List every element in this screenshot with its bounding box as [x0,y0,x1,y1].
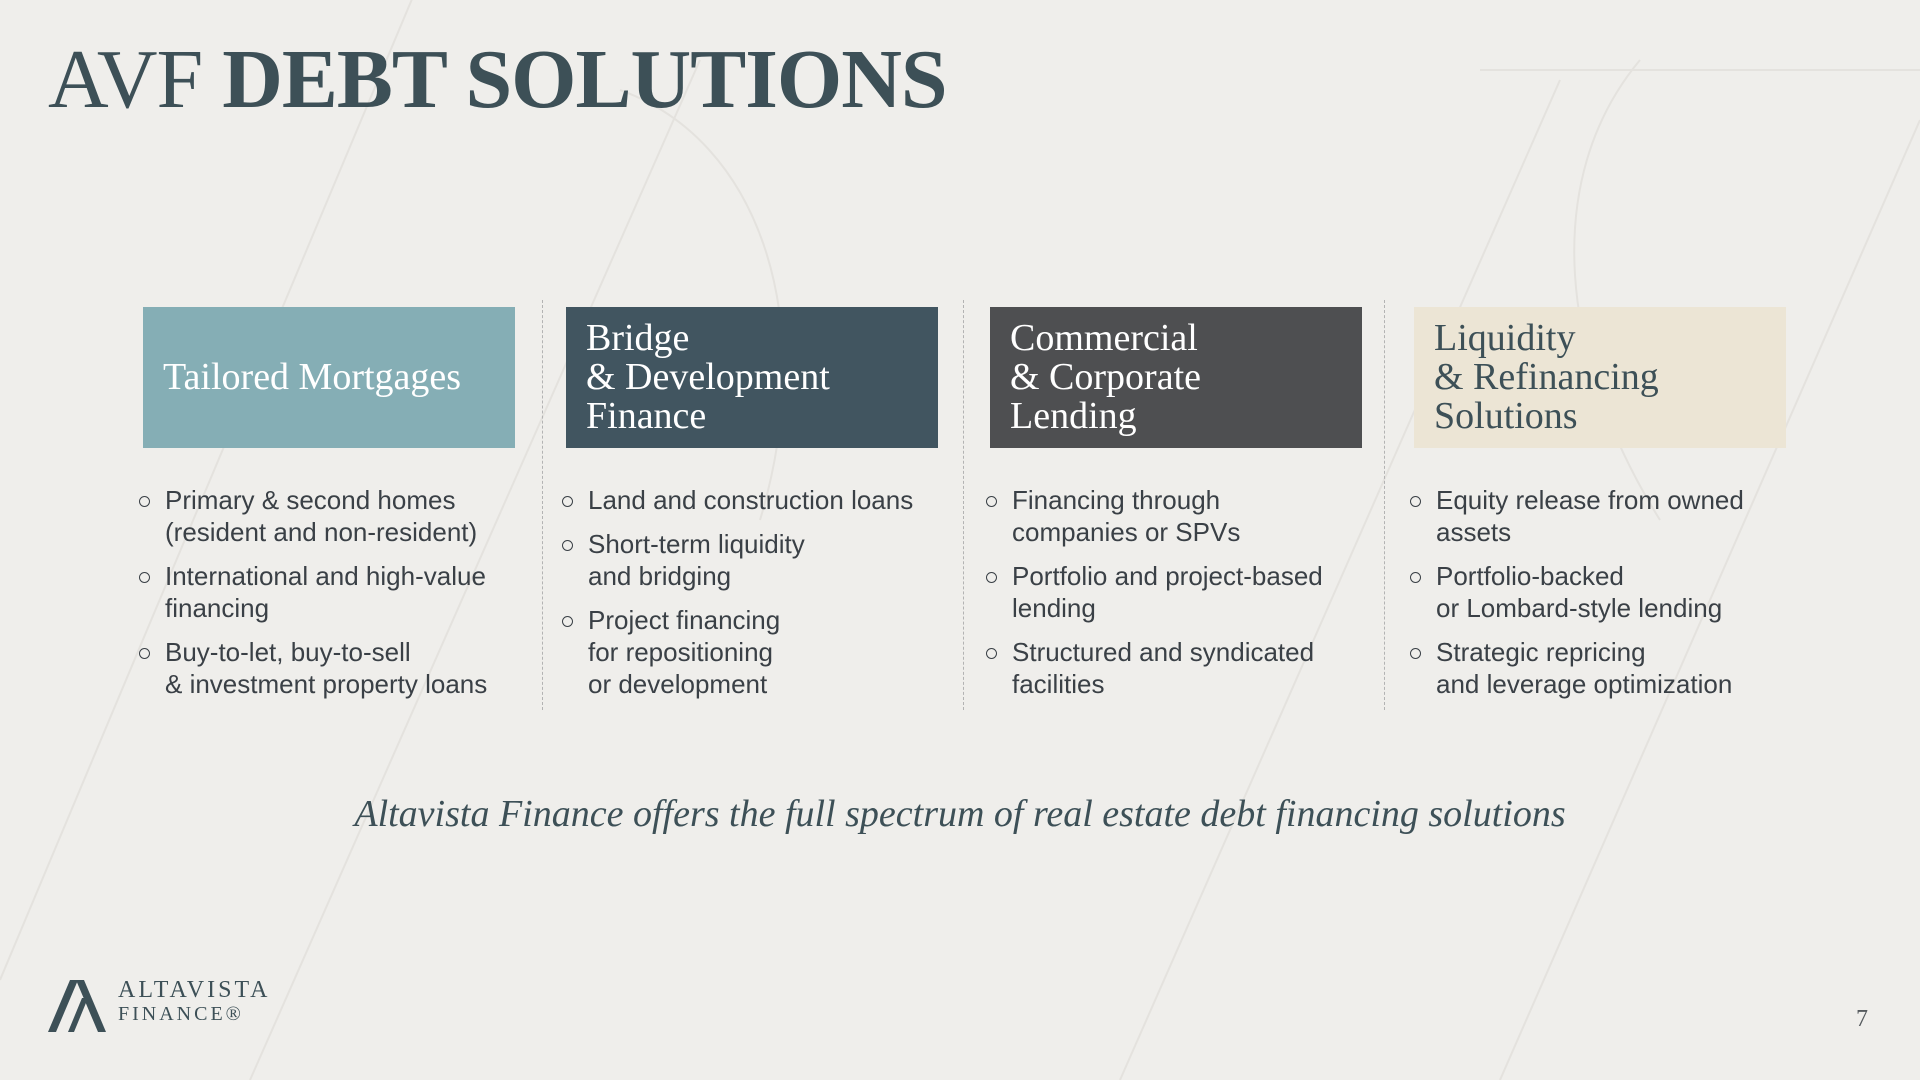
bullet-text: Equity release from owned assets [1436,485,1744,547]
page-title [48,30,947,130]
bullet-circle-icon [1410,572,1421,583]
bullet-text: Project financing for repositioning or development [588,605,781,699]
bullet-text: Short-term liquidity and bridging [588,529,805,591]
bullet-text: Portfolio-backed or Lombard-style lending [1436,561,1723,623]
bullet-list [562,484,952,712]
category-label: Tailored Mortgages [163,356,462,398]
list-item [139,560,529,624]
list-item [139,484,529,548]
bullet-text: Strategic repricing and leverage optimization [1436,637,1733,699]
bullet-text: Primary & second homes (resident and non-resident) [165,485,478,547]
bullet-list [1410,484,1800,712]
category-label: Bridge & Development Finance [586,317,830,437]
bullet-text: Financing through companies or SPVs [1012,485,1241,547]
list-item [562,484,952,516]
list-item [986,484,1376,548]
bullet-text: International and high-value financing [165,561,486,623]
bullet-list [139,484,529,712]
bullet-circle-icon [562,616,573,627]
title-light: AVF [48,33,203,126]
column-divider [963,300,964,710]
logo-text-altavista: ALTAVISTA [118,977,271,1003]
list-item [139,636,529,700]
bullet-circle-icon [986,496,997,507]
bullet-circle-icon [139,496,150,507]
category-label: Commercial & Corporate Lending [1010,317,1202,437]
altavista-logo [48,978,288,1034]
bullet-circle-icon [986,648,997,659]
list-item [562,528,952,592]
logo-text-finance: FINANCE® [118,1003,244,1025]
title-bold: DEBT SOLUTIONS [222,33,947,126]
category-label: Liquidity & Refinancing Solutions [1434,317,1659,437]
bullet-circle-icon [1410,648,1421,659]
bullet-circle-icon [1410,496,1421,507]
category-box [1414,307,1786,448]
category-box [990,307,1362,448]
solutions-columns [143,300,1783,710]
list-item [1410,560,1800,624]
list-item [1410,636,1800,700]
bullet-circle-icon [562,540,573,551]
list-item [562,604,952,700]
column-divider [542,300,543,710]
list-item [1410,484,1800,548]
bullet-text: Portfolio and project-based lending [1012,561,1323,623]
column-divider [1384,300,1385,710]
tagline: Altavista Finance offers the full spectrum of real estate debt financing solutions [354,793,1566,835]
bullet-list [986,484,1376,712]
list-item [986,560,1376,624]
list-item [986,636,1376,700]
category-box [566,307,938,448]
bullet-text: Buy-to-let, buy-to-sell & investment property loans [165,637,488,699]
altavista-logo-mark-icon [48,978,108,1034]
category-box [143,307,515,448]
bullet-circle-icon [139,648,150,659]
page-number: 7 [1856,1006,1868,1032]
bullet-circle-icon [139,572,150,583]
bullet-circle-icon [562,496,573,507]
bullet-text: Land and construction loans [588,485,914,515]
bullet-text: Structured and syndicated facilities [1012,637,1315,699]
bullet-circle-icon [986,572,997,583]
